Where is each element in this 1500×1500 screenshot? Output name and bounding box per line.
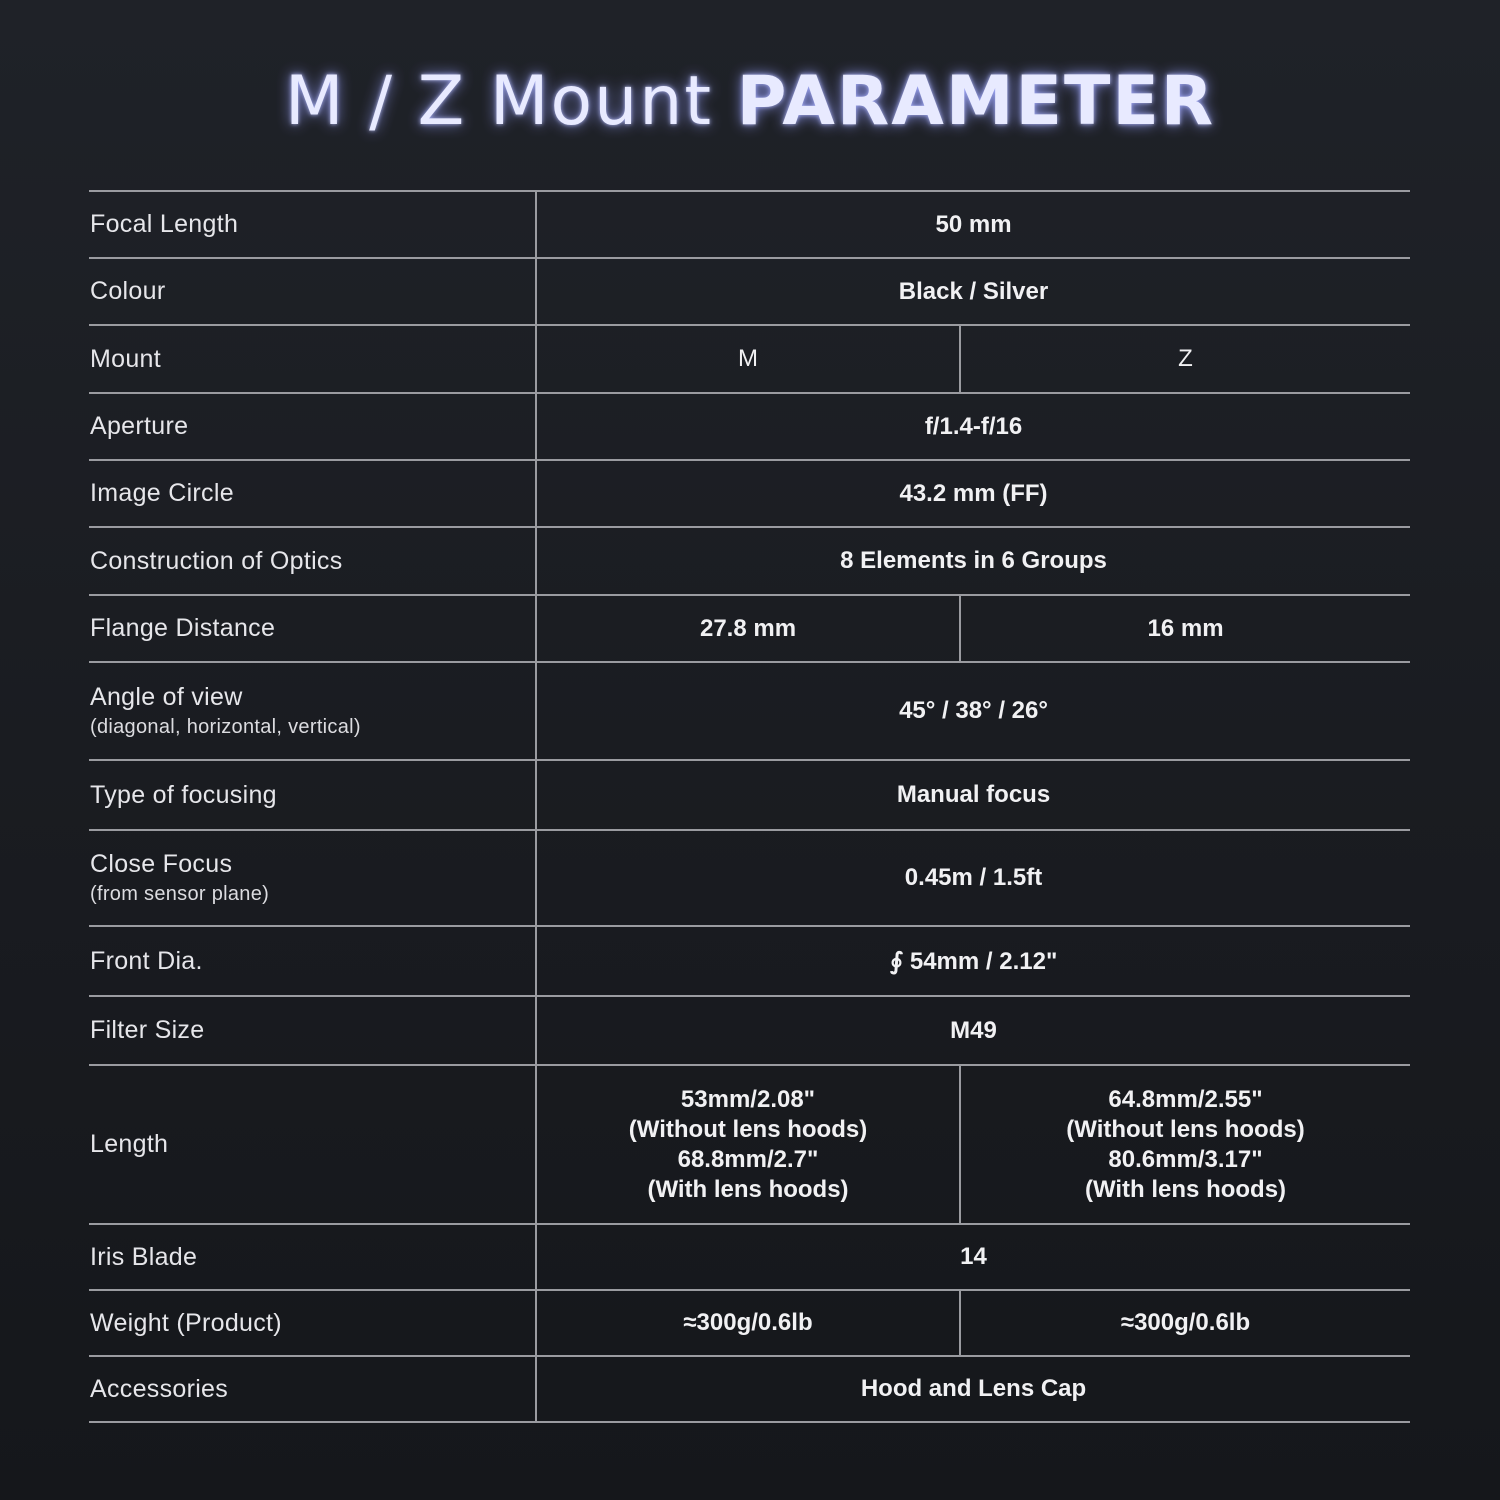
table-row-filter <box>89 996 1410 1065</box>
row-value: Black / Silver <box>536 258 1410 325</box>
row-value: 45° / 38° / 26° <box>536 662 1410 760</box>
table-row-focusing <box>89 760 1410 830</box>
row-value: Hood and Lens Cap <box>536 1356 1410 1422</box>
row-value: 50 mm <box>536 191 1410 258</box>
row-value: M49 <box>536 996 1410 1065</box>
row-label: Image Circle <box>89 460 536 527</box>
row-value-z: Z <box>960 325 1410 393</box>
row-value-z <box>960 1065 1410 1224</box>
row-value-m: M <box>536 325 960 393</box>
row-label: Type of focusing <box>89 760 536 830</box>
title-emphasis: PARAMETER <box>736 62 1216 141</box>
row-label: Flange Distance <box>89 595 536 662</box>
row-label: Iris Blade <box>89 1224 536 1290</box>
row-label: Length <box>89 1065 536 1224</box>
row-label: Angle of view <box>90 683 243 711</box>
length-z-line: 80.6mm/3.17" <box>1108 1145 1263 1173</box>
row-value-m: ≈300g/0.6lb <box>536 1290 960 1356</box>
length-m-line: 68.8mm/2.7" <box>677 1145 819 1173</box>
table-row-mount <box>89 325 1410 393</box>
row-value: 8 Elements in 6 Groups <box>536 527 1410 595</box>
length-z-line: (With lens hoods) <box>1084 1175 1287 1203</box>
table-row-optics <box>89 527 1410 595</box>
row-label: Close Focus <box>90 850 233 878</box>
row-value-m: 27.8 mm <box>536 595 960 662</box>
table-row-iris <box>89 1224 1410 1290</box>
table-row-aperture <box>89 393 1410 460</box>
table-row-flange <box>89 595 1410 662</box>
length-m-line: (Without lens hoods) <box>628 1115 868 1143</box>
row-label: Filter Size <box>89 996 536 1065</box>
length-z-line: 64.8mm/2.55" <box>1108 1085 1263 1113</box>
table-row-close-focus <box>89 830 1410 926</box>
row-label-cell <box>89 830 536 926</box>
spec-table <box>89 190 1410 1423</box>
table-row-accessories <box>89 1356 1410 1422</box>
row-label: Accessories <box>89 1356 536 1422</box>
row-sublabel: (diagonal, horizontal, vertical) <box>90 716 361 738</box>
row-label: Focal Length <box>89 191 536 258</box>
row-value: 43.2 mm (FF) <box>536 460 1410 527</box>
length-m-line: (With lens hoods) <box>647 1175 849 1203</box>
row-value: Manual focus <box>536 760 1410 830</box>
length-z-line: (Without lens hoods) <box>1066 1115 1305 1143</box>
row-label: Mount <box>89 325 536 393</box>
table-row-colour <box>89 258 1410 325</box>
row-label: Weight (Product) <box>89 1290 536 1356</box>
row-value: 14 <box>536 1224 1410 1290</box>
row-sublabel: (from sensor plane) <box>90 883 270 905</box>
row-value: 0.45m / 1.5ft <box>536 830 1410 926</box>
table-row-angle <box>89 662 1410 760</box>
row-value-z: ≈300g/0.6lb <box>960 1290 1410 1356</box>
row-value: ∮ 54mm / 2.12" <box>536 926 1410 996</box>
table-row-weight <box>89 1290 1410 1356</box>
row-label-cell <box>89 662 536 760</box>
row-value-m <box>536 1065 960 1224</box>
row-value: f/1.4-f/16 <box>536 393 1410 460</box>
table-row-front-dia <box>89 926 1410 996</box>
row-label: Construction of Optics <box>89 527 536 595</box>
title-main: M / Z Mount <box>284 62 737 141</box>
row-value-z: 16 mm <box>960 595 1410 662</box>
row-label: Colour <box>89 258 536 325</box>
row-label: Front Dia. <box>89 926 536 996</box>
page-title <box>0 62 1500 141</box>
row-label: Aperture <box>89 393 536 460</box>
table-row-focal-length <box>89 191 1410 258</box>
length-m-line: 53mm/2.08" <box>680 1085 816 1113</box>
table-row-length <box>89 1065 1410 1224</box>
table-row-image-circle <box>89 460 1410 527</box>
